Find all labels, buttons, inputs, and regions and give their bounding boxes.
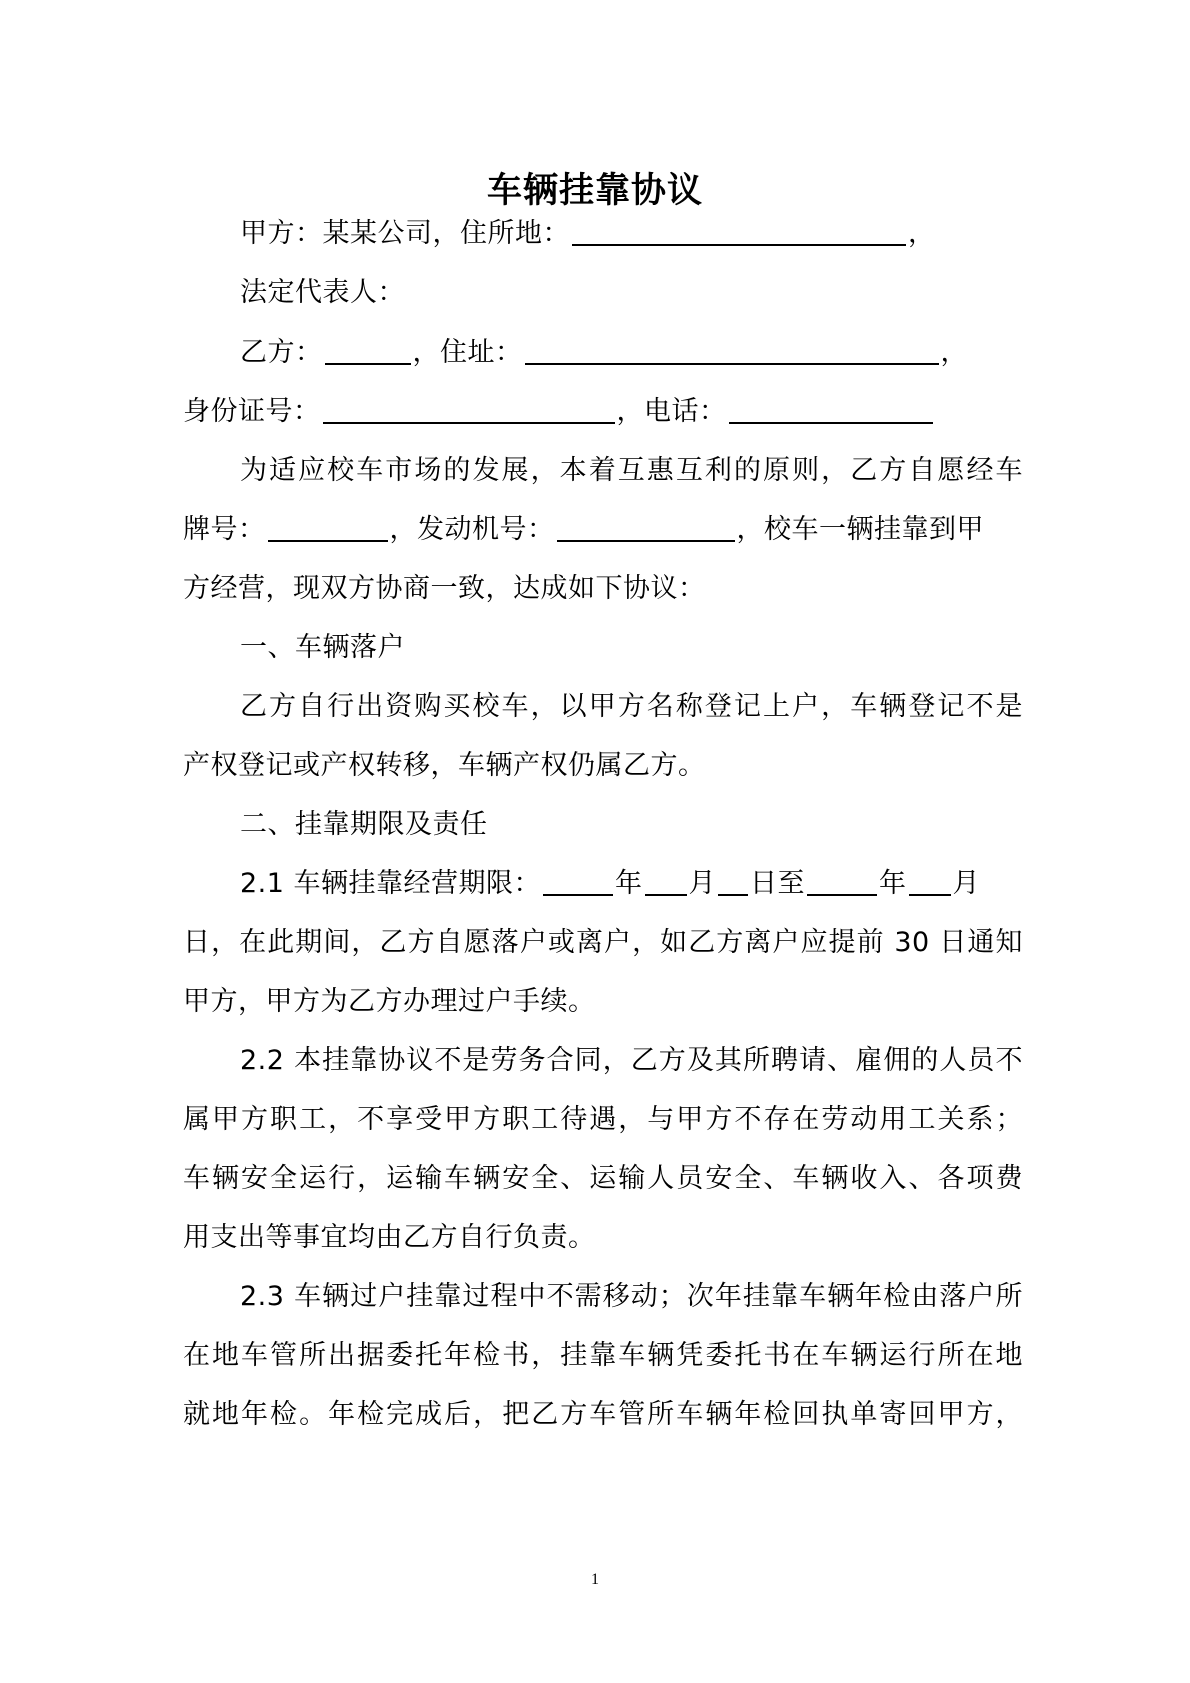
legal-rep-label: 法定代表人： <box>240 277 405 308</box>
start-day-blank <box>718 864 748 896</box>
party-b-name-blank <box>325 333 411 365</box>
clause-2-3-line-1: 2.3 车辆过户挂靠过程中不需移动；次年挂靠车辆年检由落户所 <box>240 1281 1023 1312</box>
party-b-suffix: ， <box>940 337 968 368</box>
start-year-blank <box>543 864 613 896</box>
end-year-blank <box>807 864 877 896</box>
clause-2-2-line-3: 车辆安全运行，运输车辆安全、运输人员安全、车辆收入、各项费 <box>183 1163 1023 1194</box>
party-a-line <box>240 203 1023 265</box>
intro-line-3: 方经营，现双方协商一致，达成如下协议： <box>183 573 706 604</box>
section-1-line-1: 乙方自行出资购买校车，以甲方名称登记上户，车辆登记不是 <box>240 691 1023 722</box>
end-year-label: 年 <box>879 868 907 899</box>
plate-number-label: 牌号： <box>183 514 266 545</box>
engine-number-label: ，发动机号： <box>389 514 555 545</box>
party-a-address-blank <box>572 214 906 246</box>
start-month-blank <box>645 864 687 896</box>
start-year-label: 年 <box>615 868 643 899</box>
intro-line-2-suffix: ，校车一辆挂靠到甲 <box>736 514 984 545</box>
section-1-line-2: 产权登记或产权转移，车辆产权仍属乙方。 <box>183 750 706 781</box>
clause-2-1-line-3: 甲方，甲方为乙方办理过户手续。 <box>183 986 596 1017</box>
id-number-blank <box>323 392 615 424</box>
document-title: 车辆挂靠协议 <box>486 171 703 211</box>
clause-2-3-line-3: 就地年检。年检完成后，把乙方车管所车辆年检回执单寄回甲方， <box>183 1399 1023 1430</box>
id-phone-line <box>183 381 1023 443</box>
id-number-label: 身份证号： <box>183 396 321 427</box>
party-b-line <box>240 322 1023 384</box>
end-month-blank <box>909 864 951 896</box>
clause-2-2-line-4: 用支出等事宜均由乙方自行负责。 <box>183 1222 596 1253</box>
clause-2-3-line-2: 在地车管所出据委托年检书，挂靠车辆凭委托书在车辆运行所在地 <box>183 1340 1023 1371</box>
clause-2-1-line-2: 日，在此期间，乙方自愿落户或离户，如乙方离户应提前 30 日通知 <box>183 927 1023 958</box>
legal-rep-line <box>240 262 1023 324</box>
start-day-label: 日至 <box>750 868 806 899</box>
intro-line-2 <box>183 499 1023 561</box>
clause-2-2-line-1: 2.2 本挂靠协议不是劳务合同，乙方及其所聘请、雇佣的人员不 <box>240 1045 1023 1076</box>
page-number: 1 <box>591 1571 599 1588</box>
plate-number-blank <box>268 510 388 542</box>
section-1-heading: 一、车辆落户 <box>240 632 405 663</box>
end-month-label: 月 <box>952 868 981 899</box>
clause-2-2-line-2: 属甲方职工，不享受甲方职工待遇，与甲方不存在劳动用工关系； <box>183 1104 1023 1135</box>
phone-blank <box>729 392 933 424</box>
party-b-address-blank <box>525 333 939 365</box>
clause-2-1-line-1 <box>240 853 1023 915</box>
start-month-label: 月 <box>688 868 717 899</box>
party-b-address-label: ，住址： <box>412 337 523 368</box>
section-2-heading: 二、挂靠期限及责任 <box>240 809 488 840</box>
party-b-label: 乙方： <box>240 337 323 368</box>
intro-line-1: 为适应校车市场的发展，本着互惠互利的原则，乙方自愿经车 <box>240 455 1023 486</box>
clause-2-1-prefix: 2.1 车辆挂靠经营期限： <box>240 868 542 899</box>
party-a-suffix: ， <box>908 218 936 249</box>
party-a-label: 甲方：某某公司，住所地： <box>240 218 570 249</box>
engine-number-blank <box>557 510 735 542</box>
phone-label: ，电话： <box>616 396 727 427</box>
